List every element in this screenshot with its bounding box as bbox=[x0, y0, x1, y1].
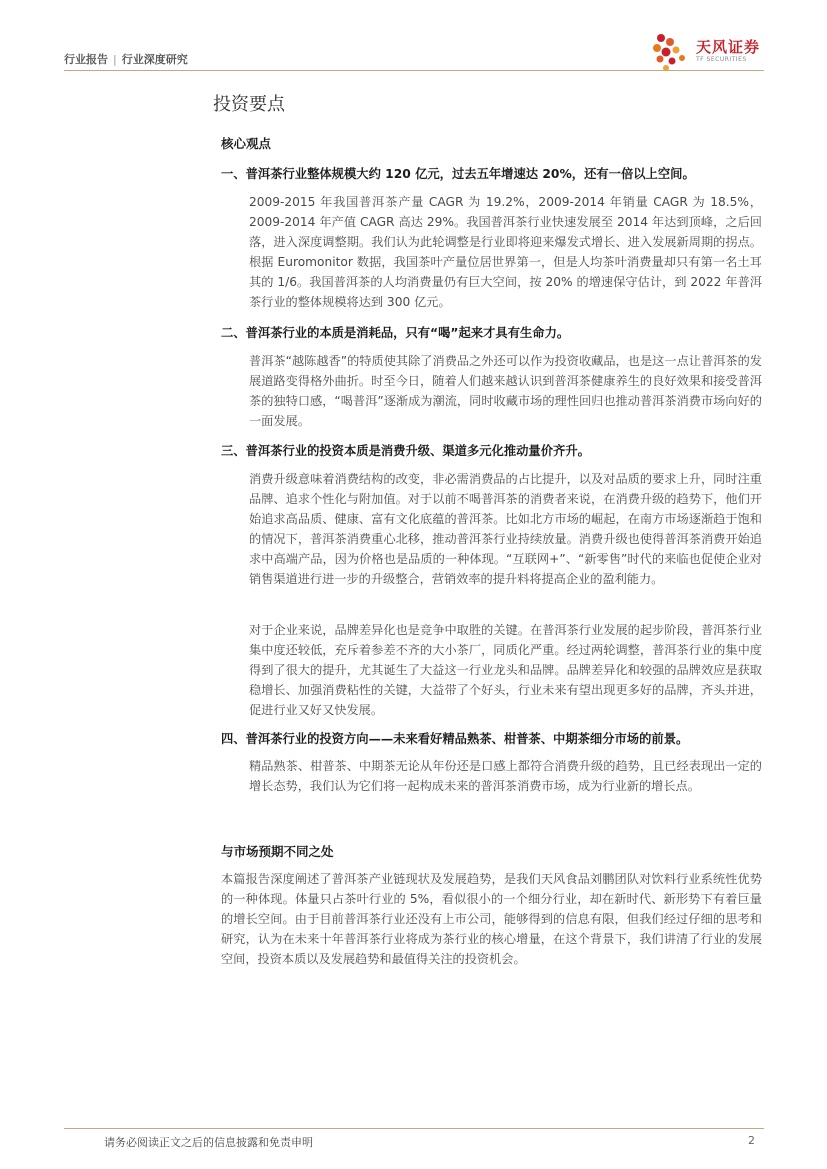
disclaimer-text: 请务必阅读正文之后的信息披露和免责申明 bbox=[104, 1136, 313, 1149]
category-separator: | bbox=[113, 53, 117, 66]
page-number: 2 bbox=[748, 1134, 755, 1147]
point-2-title: 二、普洱茶行业的本质是消耗品，只有“喝”起来才具有生命力。 bbox=[221, 326, 570, 340]
section-title: 投资要点 bbox=[213, 94, 285, 115]
subcategory-label: 行业深度研究 bbox=[121, 53, 188, 66]
point-4-paragraph: 精品熟茶、柑普茶、中期茶无论从年份还是口感上都符合消费升级的趋势，且已经表现出一定的增长态势，我们认为它们将一起构成未来的普洱茶消费市场，成为行业新的增长点。 bbox=[249, 759, 762, 794]
point-3-title: 三、普洱茶行业的投资本质是消费升级、渠道多元化推动量价齐升。 bbox=[221, 444, 590, 458]
market-diff-heading: 与市场预期不同之处 bbox=[221, 844, 334, 859]
core-views-heading: 核心观点 bbox=[221, 136, 272, 151]
point-2-paragraph: 普洱茶“越陈越香”的特质使其除了消费品之外还可以作为投资收藏品，也是这一点让普洱茶的发展道路变得格外曲折。时至今日，随着人们越来越认识到普洱茶健康养生的良好效果和接受普洱茶的独特口感，“喝普洱”逐渐成为潮流，同时收藏市场的理性回归也推动普洱茶消费市场向好的一面发展。 bbox=[249, 354, 762, 429]
footer-divider bbox=[64, 1128, 764, 1129]
point-4-title: 四、普洱茶行业的投资方向——未来看好精品熟茶、柑普茶、中期茶细分市场的前景。 bbox=[221, 732, 689, 746]
point-3-paragraph-2: 对于企业来说，品牌差异化也是竞争中取胜的关键。在普洱茶行业发展的起步阶段，普洱茶行业集中度还较低，充斥着参差不齐的大小茶厂，同质化严重。经过两轮调整，普洱茶行业的集中度得到了很大的提升，尤其诞生了大益这一行业龙头和品牌。品牌差异化和较强的品牌效应是获取稳增长、加强消费粘性的关键，大益带了个好头，行业未来有望出现更多好的品牌，齐头并进，促进行业又好又快发展。 bbox=[249, 623, 762, 718]
market-diff-paragraph: 本篇报告深度阐述了普洱茶产业链现状及发展趋势，是我们天风食品刘鹏团队对饮料行业系统性优势的一种体现。体量只占茶叶行业的 5%，看似很小的一个细分行业，却在新时代、新形势下有着巨量的增长空间。由于目前普洱茶行业还没有上市公司，能够得到的信息有限，但我们经过仔细的思考和研究，认为在未来十年普洱茶行业将成为茶行业的核心增量，在这个背景下，我们讲清了行业的发展空间，投资本质以及发展趋势和最值得关注的投资机会。 bbox=[221, 872, 762, 967]
point-3-paragraph-1: 消费升级意味着消费结构的改变，非必需消费品的占比提升，以及对品质的要求上升，同时注重品牌、追求个性化与附加值。对于以前不喝普洱茶的消费者来说，在消费升级的趋势下，他们开始追求高品质、健康、富有文化底蕴的普洱茶。比如北方市场的崛起，在南方市场逐渐趋于饱和的情况下，普洱茶消费重心北移，推动普洱茶行业持续放量。消费升级也使得普洱茶消费开始追求中高端产品，因为价格也是品质的一种体现。“互联网+”、“新零售”时代的来临也促使企业对销售渠道进行进一步的升级整合，营销效率的提升料将提高企业的盈利能力。 bbox=[249, 472, 762, 587]
brand-subtitle: TF SECURITIES bbox=[696, 56, 747, 63]
point-1-title: 一、普洱茶行业整体规模大约 120 亿元，过去五年增速达 20%，还有一倍以上空间。 bbox=[221, 167, 695, 181]
brand-name: 天风证券 bbox=[696, 38, 761, 56]
point-1-paragraph: 2009-2015 年我国普洱茶产量 CAGR 为 19.2%，2009-2014 年销量 CAGR 为 18.5%，2009-2014 年产值 CAGR 高达 29%。我国普洱茶行业快速发展至 2014 年达到顶峰，之后回落，进入深度调整期。我们认为此轮调整是行业即将迎来爆发式增长、进入发展新周期的拐点。根据 Euromonitor 数据，我国茶叶产量位居世界第一，但是人均茶叶消费量却只有第一名土耳其的 1/6。我国普洱茶的人均消费量仍有巨大空间，按 20% 的增速保守估计，到 2022 年普洱茶行业的整体规模将达到 300 亿元。 bbox=[249, 195, 762, 310]
category-label: 行业报告 bbox=[64, 53, 108, 66]
report-category bbox=[64, 51, 188, 67]
